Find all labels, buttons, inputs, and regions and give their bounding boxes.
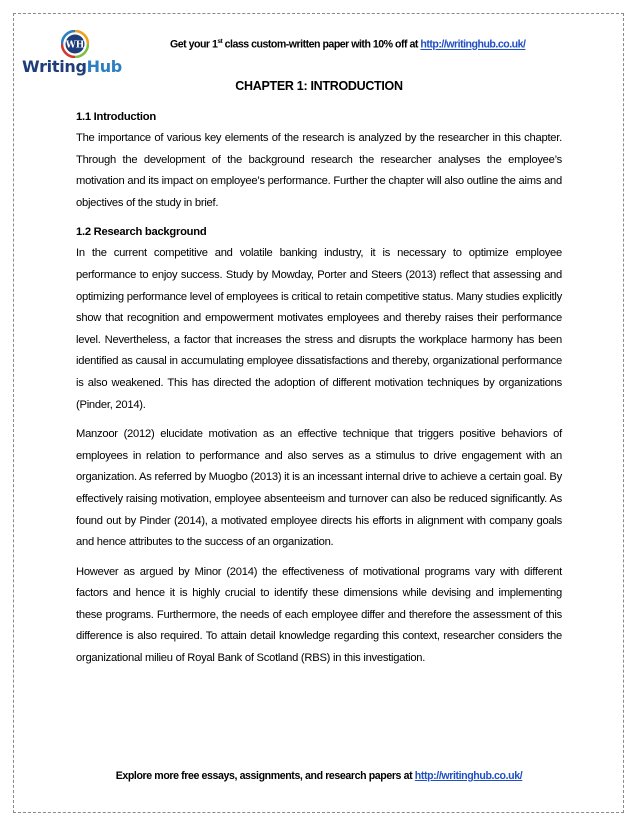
promo-superscript: st — [217, 38, 223, 45]
logo-emblem-icon — [61, 30, 89, 58]
writinghub-logo[interactable] — [22, 30, 127, 78]
promo-text-before: Get your 1 — [170, 38, 218, 51]
header-promo-link[interactable]: http://writinghub.co.uk/ — [420, 38, 526, 51]
document-body — [76, 107, 562, 678]
paragraph-introduction: The importance of various key elements of the research is analyzed by the researcher in this chapter. Through the development of the background research the researcher analyses the employee’s motivation and its impact on employee’s performance. Further the chapter will also outline the aims and objectives of the study in brief. — [76, 132, 562, 209]
logo-word-hub: Hub — [86, 57, 122, 76]
section-heading-introduction: 1.1 Introduction — [76, 111, 156, 123]
footer — [0, 770, 638, 782]
logo-emblem-text: WH — [65, 40, 85, 51]
footer-link[interactable]: http://writinghub.co.uk/ — [414, 770, 523, 782]
logo-word-writing: Writing — [22, 57, 87, 76]
promo-text-after: class custom-written paper with 10% off at — [222, 38, 421, 51]
paragraph-background-3: However as argued by Minor (2014) the effectiveness of motivational programs vary with different factors and hence it is highly crucial to identify these dimensions while devising and implementing these programs. Furthermore, the needs of each employee differ and therefore the assessment of this difference is also required. To attain detail knowledge regarding this context, researcher considers the organizational milieu of Royal Bank of Scotland (RBS) in this investigation. — [76, 565, 562, 665]
chapter-title: CHAPTER 1: INTRODUCTION — [235, 79, 403, 93]
section-heading-research-background: 1.2 Research background — [76, 226, 207, 239]
paragraph-background-2: Manzoor (2012) elucidate motivation as an effective technique that triggers positive behaviors of employees in relation to performance and also serves as a stimulus to drive engagement with an organization. As referred by Muogbo (2013) it is an incessant internal drive to achieve a certain goal. By effectively raising motivation, employee absenteeism and turnover can also be reduced significantly. As found out by Pinder (2014), a motivated employee directs his efforts in alignment with company goals and hence attributes to the success of an organization. — [76, 428, 562, 549]
footer-text: Explore more free essays, assignments, and research papers at — [115, 770, 415, 782]
paragraph-background-1: In the current competitive and volatile banking industry, it is necessary to optimize employee performance to enjoy success. Study by Mowday, Porter and Steers (2013) reflect that assessing and optimizing performance level of employees is critical to retain competitive status. Many studies explicitly show that recognition and empowerment motivates employees and thereby raises their performance level. Nevertheless, a factor that increases the stress and disrupts the workplace harmony has been identified as causal in accumulating employee dissatisfactions and thereby, organizational performance is also weakened. This has directed the adoption of different motivation techniques by organizations (Pinder, 2014). — [76, 247, 562, 411]
logo-wordmark — [22, 57, 132, 76]
header-promo — [170, 38, 590, 51]
